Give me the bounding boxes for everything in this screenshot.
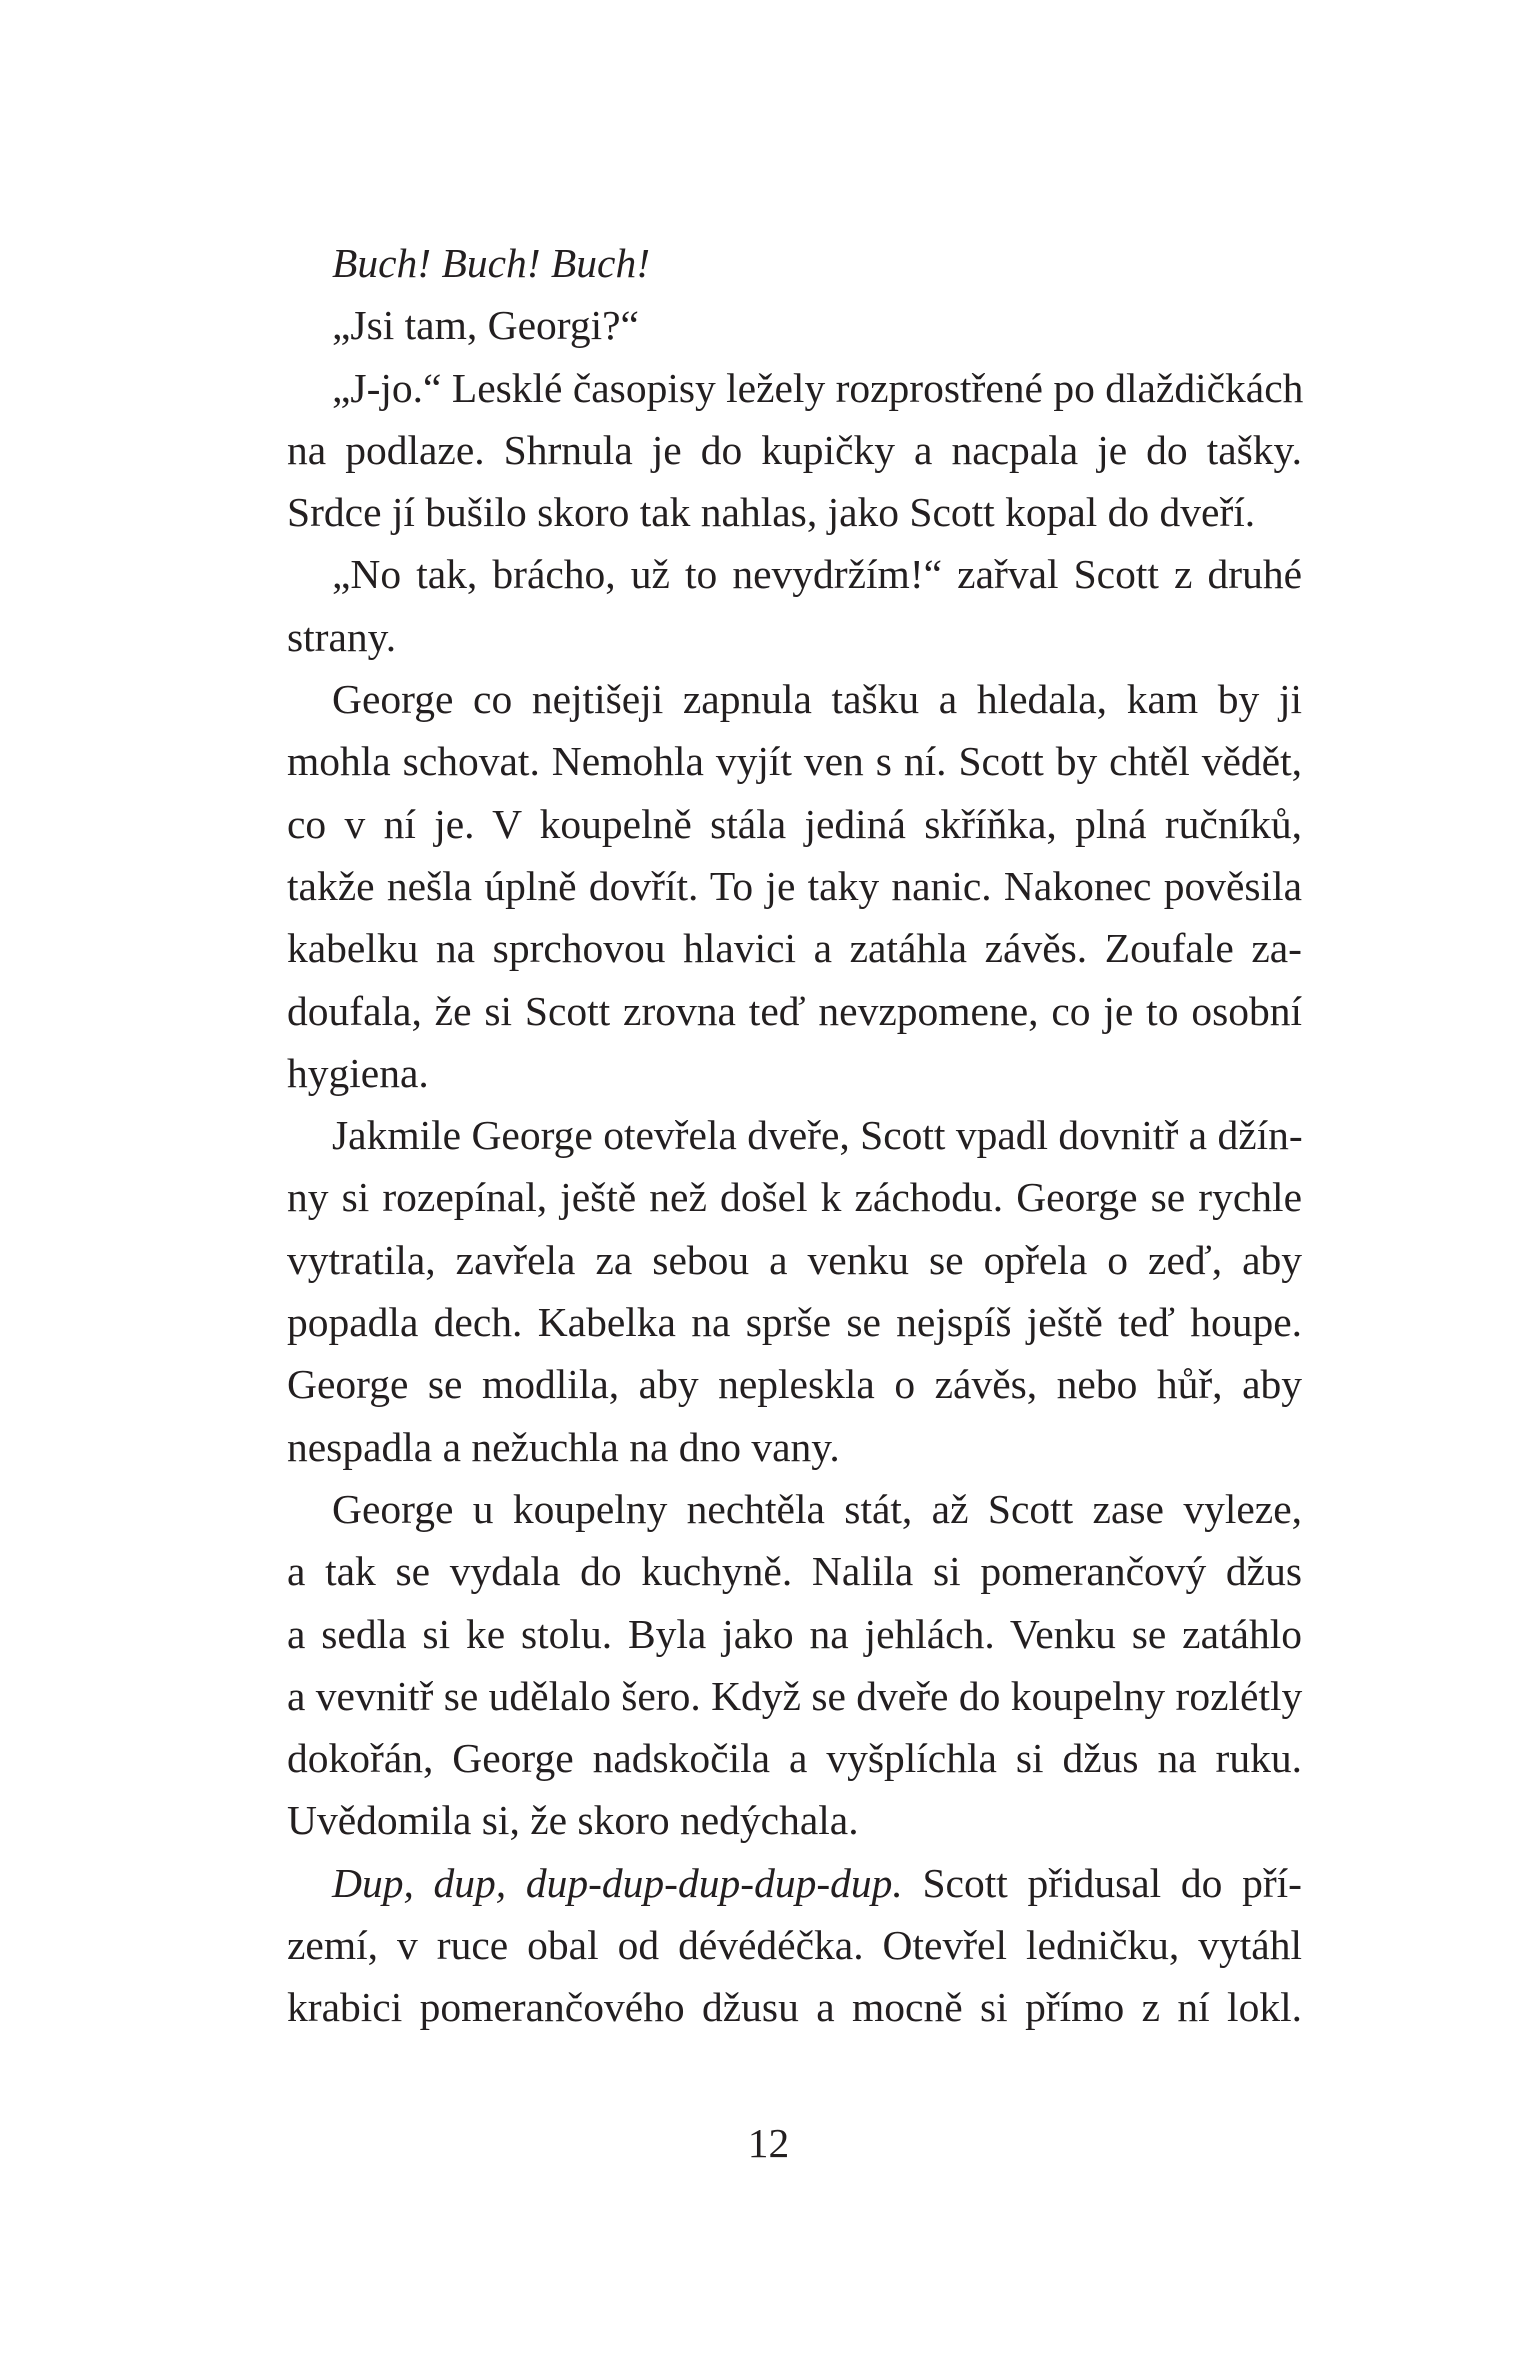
text-line (242, 730, 1302, 792)
text-line (242, 1104, 1302, 1166)
page-number: 12 (747, 2120, 790, 2166)
paragraph (242, 232, 1302, 294)
text-line (242, 917, 1302, 979)
line-text: krabici pomerančového džusu a mocně si přímo z ní lokl. (287, 1984, 1302, 2031)
line-text: Jakmile George otevřela dveře, Scott vpadl dovnitř a džín- (332, 1112, 1303, 1159)
line-text: na podlaze. Shrnula je do kupičky a nacpala je do tašky. (287, 426, 1302, 473)
text-line (242, 419, 1302, 481)
text-line (242, 793, 1302, 855)
line-text: „Jsi tam, Georgi?“ (332, 302, 639, 349)
line-text: zemí, v ruce obal od dévédéčka. Otevřel ledničku, vytáhl (287, 1922, 1302, 1969)
text-line (242, 357, 1302, 419)
text-line (242, 855, 1302, 917)
line-text: George u koupelny nechtěla stát, až Scott zase vyleze, (332, 1485, 1302, 1532)
text-line (242, 1727, 1302, 1789)
text-line (242, 1478, 1302, 1540)
text-line (242, 1852, 1302, 1914)
line-text: Uvědomila si, že skoro nedýchala. (287, 1797, 859, 1844)
line-text: doufala, že si Scott zrovna teď nevzpomene, co je to osobní (287, 987, 1302, 1034)
text-line (242, 980, 1302, 1042)
paragraph (242, 668, 1302, 1104)
text-line (242, 294, 1302, 356)
line-text: George se modlila, aby nepleskla o závěs, nebo hůř, aby (287, 1361, 1302, 1408)
text-line (242, 1291, 1302, 1353)
text-line (242, 1166, 1302, 1228)
paragraph (242, 357, 1302, 544)
text-line (242, 1976, 1302, 2038)
line-text: popadla dech. Kabelka na sprše se nejspíš ještě teď houpe. (287, 1299, 1302, 1346)
text-line (242, 668, 1302, 730)
paragraph (242, 1852, 1302, 2039)
line-text: mohla schovat. Nemohla vyjít ven s ní. Scott by chtěl vědět, (287, 738, 1302, 785)
paragraph (242, 543, 1302, 668)
paragraph (242, 1104, 1302, 1478)
line-text: vytratila, zavřela za sebou a venku se opřela o zeď, aby (287, 1236, 1302, 1283)
line-text: dokořán, George nadskočila a vyšplíchla si džus na ruku. (287, 1735, 1302, 1782)
line-text: George co nejtišeji zapnula tašku a hledala, kam by ji (332, 676, 1302, 723)
text-line (242, 543, 1302, 605)
text-line (242, 1603, 1302, 1665)
line-text: „No tak, brácho, už to nevydržím!“ zařval Scott z druhé (332, 551, 1302, 598)
text-line (242, 1665, 1302, 1727)
text-line (242, 232, 1302, 294)
line-text: Scott přidusal do pří- (902, 1859, 1303, 1906)
line-text: hygiena. (287, 1049, 429, 1096)
line-text: a tak se vydala do kuchyně. Nalila si pomerančový džus (287, 1548, 1302, 1595)
body-text (242, 232, 1302, 2039)
text-line (242, 606, 1302, 668)
text-line (242, 1353, 1302, 1415)
line-text: co v ní je. V koupelně stála jediná skříňka, plná ručníků, (287, 800, 1302, 847)
paragraph (242, 294, 1302, 356)
line-text: strany. (287, 613, 397, 660)
text-line (242, 1229, 1302, 1291)
paragraph (242, 1478, 1302, 1852)
line-text: takže nešla úplně dovřít. To je taky nanic. Nakonec pověsila (287, 862, 1302, 909)
text-line (242, 1416, 1302, 1478)
text-line (242, 1042, 1302, 1104)
text-line (242, 1540, 1302, 1602)
text-line (242, 1789, 1302, 1851)
text-line (242, 1914, 1302, 1976)
line-text: Srdce jí bušilo skoro tak nahlas, jako Scott kopal do dveří. (287, 489, 1256, 536)
line-text: kabelku na sprchovou hlavici a zatáhla závěs. Zoufale za- (287, 925, 1302, 972)
line-text: ny si rozepínal, ještě než došel k záchodu. George se rychle (287, 1174, 1302, 1221)
italic-text: Buch! Buch! Buch! (332, 240, 651, 286)
line-text: a sedla si ke stolu. Byla jako na jehlách. Venku se zatáhlo (287, 1610, 1302, 1657)
text-line (242, 481, 1302, 543)
line-text: „J-jo.“ Lesklé časopisy ležely rozprostřené po dlaždičkách (332, 364, 1304, 411)
line-text: a vevnitř se udělalo šero. Když se dveře do koupelny rozlétly (287, 1672, 1303, 1719)
italic-text: Dup, dup, dup-dup-dup-dup-dup. (332, 1859, 903, 1906)
line-text: nespadla a nežuchla na dno vany. (287, 1423, 840, 1470)
